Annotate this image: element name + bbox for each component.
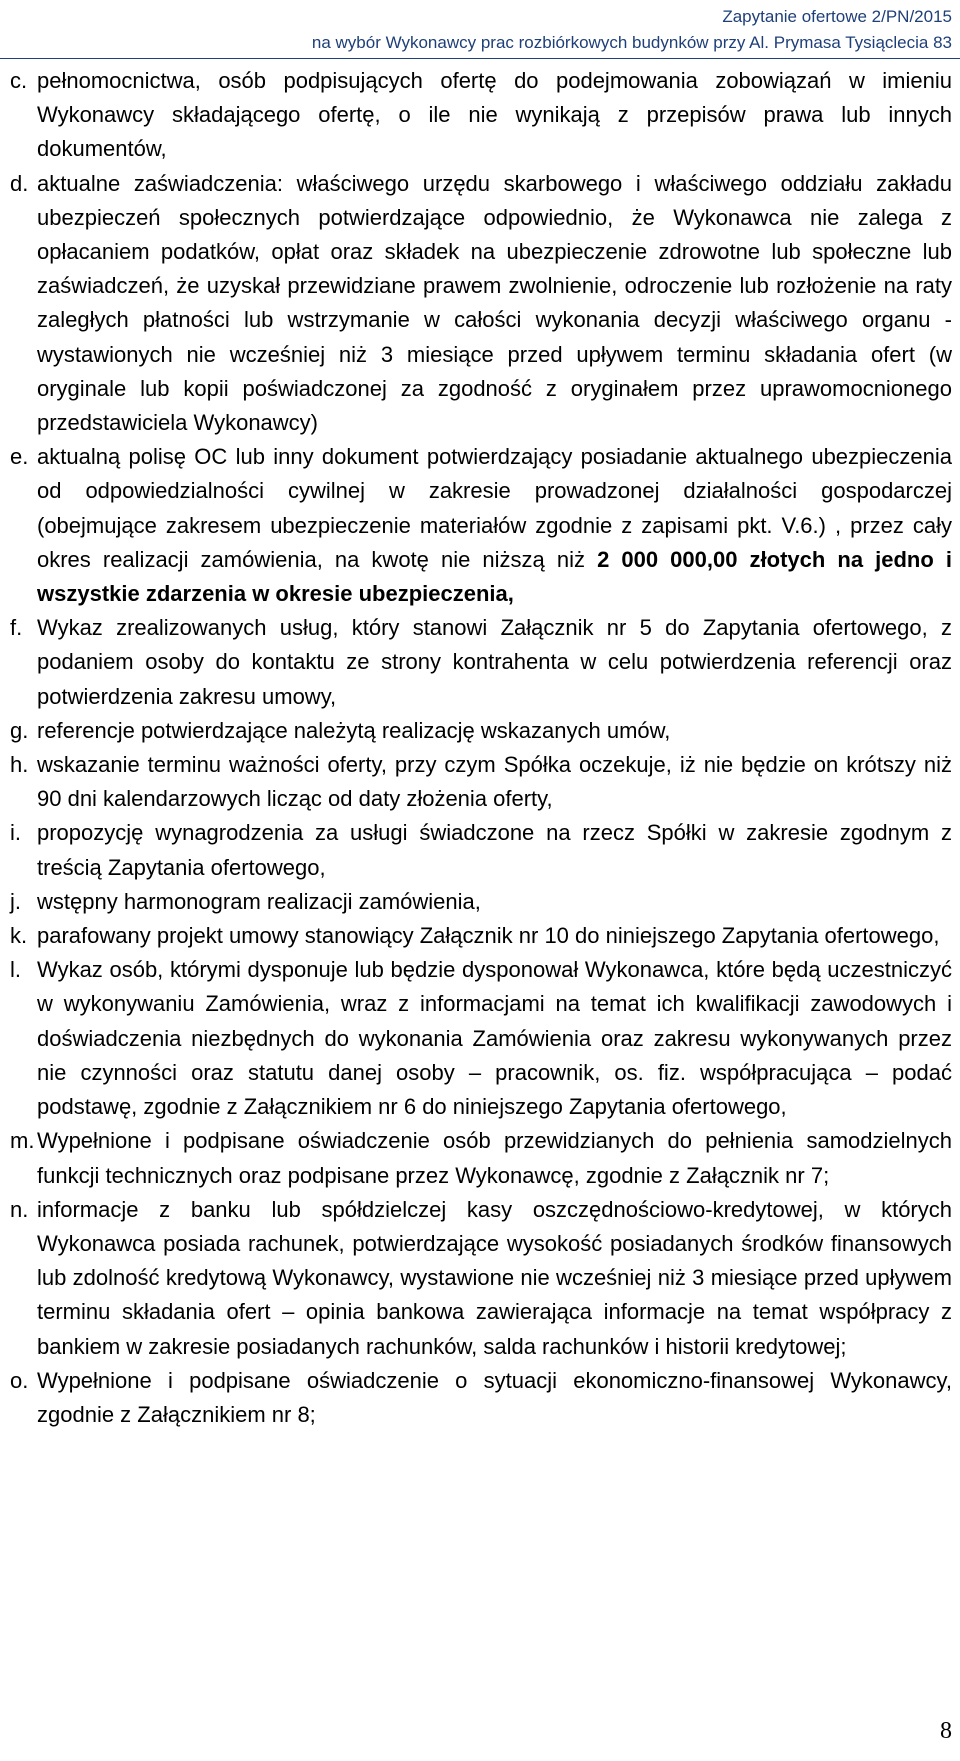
list-item-text xyxy=(37,440,952,611)
list-item xyxy=(10,919,960,953)
list-item xyxy=(10,64,960,167)
list-item-text xyxy=(37,611,952,714)
list-item-text xyxy=(37,748,952,816)
requirements-list xyxy=(10,64,960,1432)
list-item-marker: d. xyxy=(10,170,29,196)
list-item-text xyxy=(37,1124,952,1192)
list-item-marker: e. xyxy=(10,444,29,470)
list-item-body: parafowany projekt umowy stanowiący Załącznik nr 10 do niniejszego Zapytania ofertowego, xyxy=(37,923,940,949)
list-item-text xyxy=(37,167,952,441)
list-item-marker: k. xyxy=(10,923,28,949)
list-item-body: informacje z banku lub spółdzielczej kasy oszczędnościowo-kredytowej, w których Wykonawca posiada rachunek, potwierdzające wysokość posiadanych środków finansowych lub zdolność kredytową Wykonawcy, wystawione nie wcześniej niż 3 miesiące przed upływem terminu składania ofert – opinia bankowa zawierająca informacje na temat współpracy z bankiem w zakresie posiadanych rachunków, salda rachunków i historii kredytowej; xyxy=(37,1196,952,1359)
list-item-marker: l. xyxy=(10,957,21,983)
list-item-marker: g. xyxy=(10,717,29,743)
list-item-marker: i. xyxy=(10,820,21,846)
list-item-marker: f. xyxy=(10,615,23,641)
list-item-marker: h. xyxy=(10,752,29,778)
list-item xyxy=(10,440,960,611)
list-item-text xyxy=(37,1364,952,1432)
list-item-body: aktualne zaświadczenia: właściwego urzędu skarbowego i właściwego oddziału zakładu ubezpieczeń społecznych potwierdzające odpowiednio, że Wykonawca nie zalega z opłacaniem podatków, opłat oraz składek na ubezpieczenie zdrowotne lub społeczne lub zaświadczeń, że uzyskał przewidziane prawem zwolnienie, odroczenie lub rozłożenie na raty zaległych płatności lub wstrzymanie w całości wykonania decyzji właściwego organu - wystawionych nie wcześniej niż 3 miesiące przed upływem terminu składania ofert (w oryginale lub kopii poświadczonej za zgodność z oryginałem przez uprawomocnionego przedstawiciela Wykonawcy) xyxy=(37,170,952,436)
list-item xyxy=(10,748,960,816)
list-item xyxy=(10,167,960,441)
list-item-text xyxy=(37,953,952,1124)
list-item-marker: c. xyxy=(10,68,28,93)
list-item-marker: n. xyxy=(10,1196,29,1222)
list-item-body: wstępny harmonogram realizacji zamówienia, xyxy=(37,888,481,914)
list-item-text xyxy=(37,64,952,167)
list-item-body: referencje potwierdzające należytą realizację wskazanych umów, xyxy=(37,717,671,743)
page-number: 8 xyxy=(940,1718,952,1744)
list-item-text xyxy=(37,1193,952,1364)
list-item xyxy=(10,885,960,919)
list-item-marker: m. xyxy=(10,1128,35,1154)
list-item-text xyxy=(37,816,952,884)
list-item-body: Wypełnione i podpisane oświadczenie o sytuacji ekonomiczno-finansowej Wykonawcy, zgodnie z Załącznikiem nr 8; xyxy=(37,1367,952,1427)
list-item-body: Wykaz osób, którymi dysponuje lub będzie dysponował Wykonawca, które będą uczestniczyć w wykonywaniu Zamówienia, wraz z informacjami na temat ich kwalifikacji zawodowych i doświadczenia niezbędnych do wykonania Zamówienia oraz zakresu wykonywanych przez nie czynności oraz statutu danej osoby – pracownik, os. fiz. współpracująca – podać podstawę, zgodnie z Załącznikiem nr 6 do niniejszego Zapytania ofertowego, xyxy=(37,957,952,1120)
list-item-marker: j. xyxy=(10,888,21,914)
list-item-body: Wypełnione i podpisane oświadczenie osób przewidzianych do pełnienia samodzielnych funkcji technicznych oraz podpisane przez Wykonawcę, zgodnie z Załącznik nr 7; xyxy=(37,1128,952,1188)
list-item xyxy=(10,816,960,884)
list-item xyxy=(10,1364,960,1432)
header-divider xyxy=(0,58,960,59)
header-subtitle: na wybór Wykonawcy prac rozbiórkowych budynków przy Al. Prymasa Tysiąclecia 83 xyxy=(311,33,952,52)
list-item xyxy=(10,1193,960,1364)
list-item xyxy=(10,714,960,748)
list-item-body: pełnomocnictwa, osób podpisujących ofertę do podejmowania zobowiązań w imieniu Wykonawcy składającego ofertę, o ile nie wynikają z przepisów prawa lub innych dokumentów, xyxy=(37,68,952,162)
list-item-body: Wykaz zrealizowanych usług, który stanowi Załącznik nr 5 do Zapytania ofertowego, z podaniem osoby do kontaktu ze strony kontrahenta w celu potwierdzenia referencji oraz potwierdzenia zakresu umowy, xyxy=(37,615,952,709)
list-item xyxy=(10,1124,960,1192)
list-item-body: wskazanie terminu ważności oferty, przy czym Spółka oczekuje, iż nie będzie on krótszy niż 90 dni kalendarzowych licząc od daty złożenia oferty, xyxy=(37,752,952,812)
list-item-marker: o. xyxy=(10,1367,29,1393)
list-item xyxy=(10,611,960,714)
list-item-text xyxy=(37,885,952,919)
list-item-text xyxy=(37,714,952,748)
list-item-text xyxy=(37,919,952,953)
list-item-body: propozycję wynagrodzenia za usługi świadczone na rzecz Spółki w zakresie zgodnym z treścią Zapytania ofertowego, xyxy=(37,820,952,880)
list-item xyxy=(10,953,960,1124)
header-title: Zapytanie ofertowe 2/PN/2015 xyxy=(722,7,952,26)
list-item-emphasis: 2 000 000,00 złotych na jedno i wszystkie zdarzenia w okresie ubezpieczenia, xyxy=(37,546,952,607)
page-header xyxy=(312,4,952,56)
list-item-body: aktualną polisę OC lub inny dokument potwierdzający posiadanie aktualnego ubezpieczenia od odpowiedzialności cywilnej w zakresie prowadzonej działalności gospodarczej (obejmujące zakresem ubezpieczenie materiałów zgodnie z zapisami pkt. V.6.) , przez cały okres realizacji zamówienia, na kwotę nie niższą niż xyxy=(37,444,952,572)
